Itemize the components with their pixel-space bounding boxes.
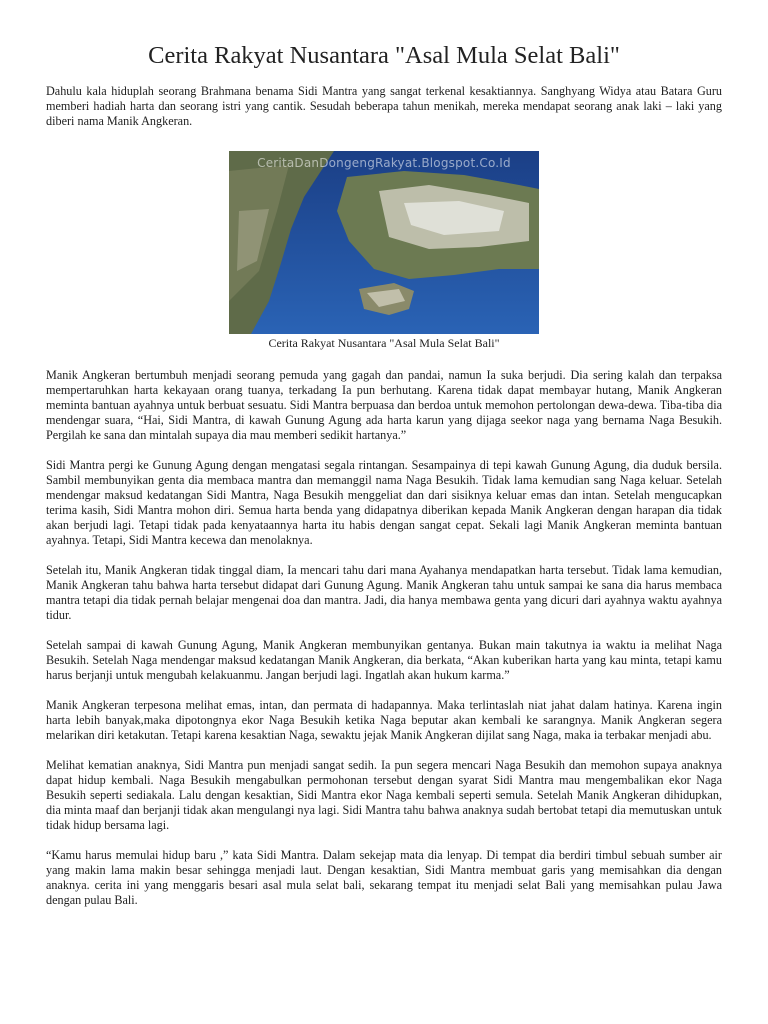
- intro-paragraph: Dahulu kala hiduplah seorang Brahmana benama Sidi Mantra yang sangat terkenal kesaktiannya. Sanghyang Widya atau Batara Guru memberi hadiah harta dan seorang istri yang cantik. Sesudah beberapa tahun menikah, mereka mendapat seorang anak laki – laki yang diberi nama Manik Angkeran.: [46, 84, 722, 128]
- satellite-photo-bali-strait: [229, 151, 539, 334]
- story-paragraph: “Kamu harus memulai hidup baru ,” kata Sidi Mantra. Dalam sekejap mata dia lenyap. Di tempat dia berdiri timbul sebuah sumber air yang makin lama makin besar sehingga menjadi laut. Dengan kesaktian, Sidi Mantra membuat garis yang memisahkan dia dengan anaknya. cerita ini yang menggaris besari asal mula selat bali, sekarang tempat itu menjadi selat Bali yang memisahkan pulau Jawa dengan pulau Bali.: [46, 848, 722, 907]
- satellite-image: [229, 151, 539, 334]
- story-paragraph: Manik Angkeran terpesona melihat emas, intan, dan permata di hadapannya. Maka terlintaslah niat jahat dalam hatinya. Karena ingin harta lebih banyak,maka dipotongnya ekor Naga Besukih ketika Naga beputar akan kembali ke sarangnya. Manik Angkeran segera melarikan diri ketakutan. Tetapi karena kesaktian Naga, sewaktu jejak Manik Angkeran dijilat sang Naga, maka ia terbakar menjadi abu.: [46, 698, 722, 742]
- figure-caption: Cerita Rakyat Nusantara "Asal Mula Selat Bali": [268, 336, 500, 350]
- figure: [229, 151, 539, 351]
- story-paragraph: Sidi Mantra pergi ke Gunung Agung dengan mengatasi segala rintangan. Sesampainya di tepi kawah Gunung Agung, dia duduk bersila. Sambil membunyikan genta dia membaca mantra dan memanggil nama Naga Besukih. Tidak lama kemudian sang Naga keluar. Setelah mendengar maksud kedatangan Sidi Mantra, Naga Besukih menggeliat dan dari sisiknya keluar emas dan intan. Setelah mengucapkan terima kasih, Sidi Mantra mohon diri. Semua harta benda yang didapatnya diberikan kepada Manik Angkeran dengan harapan dia tidak akan berjudi lagi. Tetapi tidak pada kenyataannya harta itu habis dengan sangat cepat. Sekali lagi Manik Angkeran meminta bantuan ayahnya. Tetapi, Sidi Mantra kecewa dan menolaknya.: [46, 458, 722, 547]
- story-paragraph: Manik Angkeran bertumbuh menjadi seorang pemuda yang gagah dan pandai, namun Ia suka berjudi. Dia sering kalah dan terpaksa mempertaruhkan harta kekayaan orang tuanya, terkadang Ia pun berhutang. Karena tidak dapat membayar hutang, Manik Angkeran meminta bantuan ayahnya untuk berbuat sesuatu. Sidi Mantra berpuasa dan berdoa untuk memohon pertolongan dewa-dewa. Tiba-tiba dia mendengar suara, “Hai, Sidi Mantra, di kawah Gunung Agung ada harta karun yang dijaga seekor naga yang bernama Naga Besukih. Pergilah ke sana dan mintalah supaya dia mau memberi sedikit hartanya.”: [46, 368, 722, 442]
- story-paragraph: Setelah itu, Manik Angkeran tidak tinggal diam, Ia mencari tahu dari mana Ayahanya mendapatkan harta tersebut. Tidak lama kemudian, Manik Angkeran tahu bahwa harta tersebut didapat dari Gunung Agung. Manik Angkeran tahu untuk sampai ke sana dia harus membaca mantra tetapi dia tidak pernah belajar mengenai doa dan mantra. Jadi, dia hanya membawa genta yang dicuri dari ayahnya waktu ayahnya tidur.: [46, 563, 722, 622]
- story-paragraph: Setelah sampai di kawah Gunung Agung, Manik Angkeran membunyikan gentanya. Bukan main takutnya ia waktu ia melihat Naga Besukih. Setelah Naga mendengar maksud kedatangan Manik Angkeran, dia berkata, “Akan kuberikan harta yang kau minta, tetapi kamu harus berjanji untuk mengubah kelakuanmu. Jangan berjudi lagi. Ingatlah akan hukum karma.”: [46, 638, 722, 682]
- image-watermark: CeritaDanDongengRakyat.Blogspot.Co.Id: [257, 156, 511, 170]
- story-paragraph: Melihat kematian anaknya, Sidi Mantra pun menjadi sangat sedih. Ia pun segera mencari Naga Besukih dan memohon supaya anaknya dapat hidup kembali. Naga Besukih mengabulkan permohonan tersebut dengan syarat Sidi Mantra mau mengembalikan ekor Naga Besukih seperti sediakala. Lalu dengan kesaktian, Sidi Mantra ekor Naga kembali seperti semula. Setelah Manik Angkeran dihidupkan, dia minta maaf dan berjanji tidak akan mengulangi nya lagi. Sidi Mantra tahu bahwa anaknya sudah bertobat tetapi dia memutuskan untuk tidak hidup bersama lagi.: [46, 758, 722, 832]
- document-title: Cerita Rakyat Nusantara "Asal Mula Selat Bali": [148, 42, 620, 69]
